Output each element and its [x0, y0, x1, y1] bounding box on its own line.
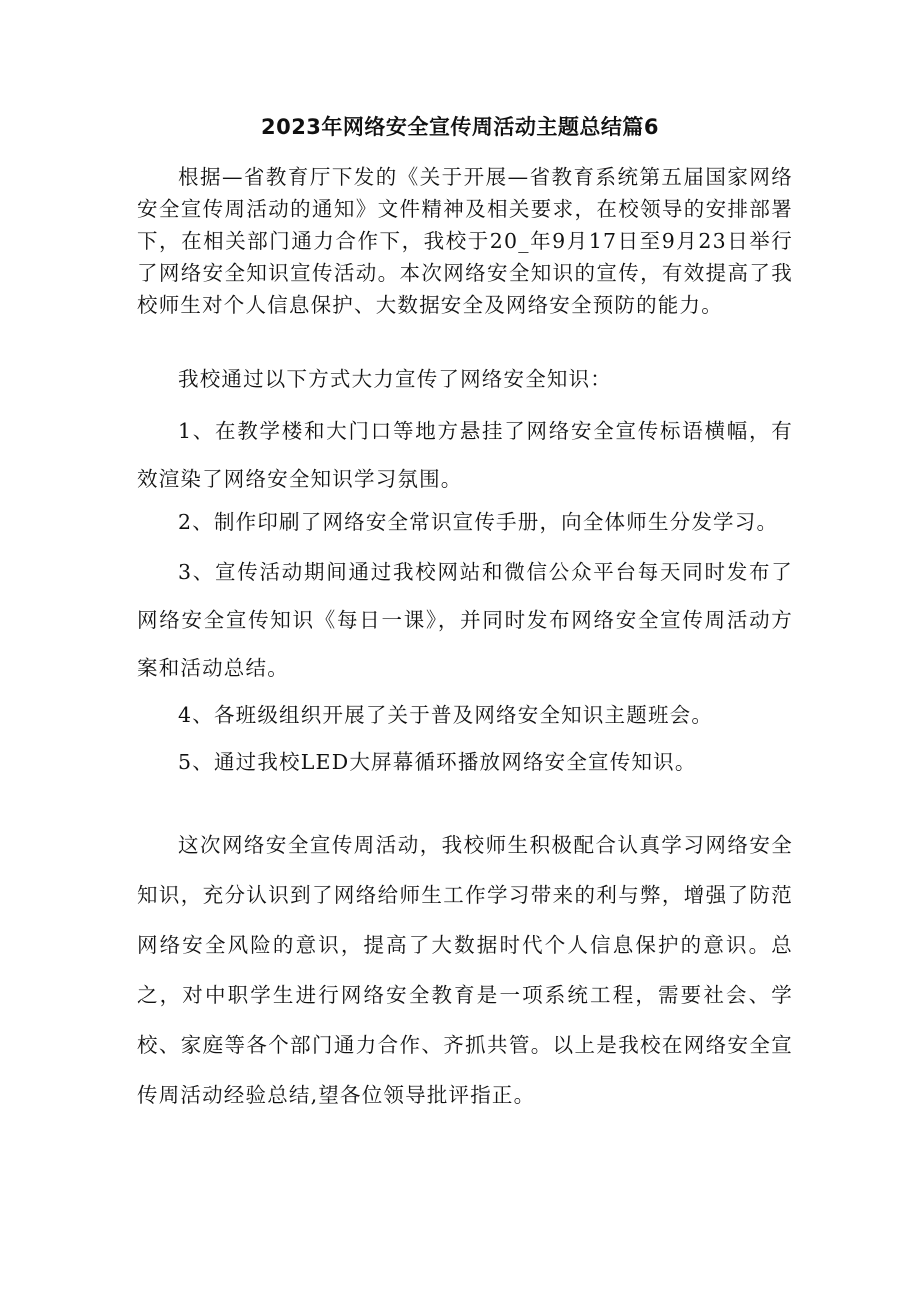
paragraph-item-4: 4、各班级组织开展了关于普及网络安全知识主题班会。 [178, 703, 714, 727]
paragraph-item-5: 5、通过我校LED大屏幕循环播放网络安全宣传知识。 [178, 750, 697, 774]
paragraph-item-1: 1、在教学楼和大门口等地方悬挂了网络安全宣传标语横幅，有效渲染了网络安全知识学习氛围。 [137, 419, 793, 491]
paragraph-intro: 根据—省教育厅下发的《关于开展—省教育系统第五届国家网络安全宣传周活动的通知》文件精神及相关要求，在校领导的安排部署下，在相关部门通力合作下，我校于20_年9月17日至9月23日举行了网络安全知识宣传活动。本次网络安全知识的宣传，有效提高了我校师生对个人信息保护、大数据安全及网络安全预防的能力。 [137, 165, 793, 317]
paragraph-methods-lead: 我校通过以下方式大力宣传了网络安全知识： [178, 367, 612, 391]
paragraph-conclusion: 这次网络安全宣传周活动，我校师生积极配合认真学习网络安全知识，充分认识到了网络给师生工作学习带来的利与弊，增强了防范网络安全风险的意识，提高了大数据时代个人信息保护的意识。总之，对中职学生进行网络安全教育是一项系统工程，需要社会、学校、家庭等各个部门通力合作、齐抓共管。以上是我校在网络安全宣传周活动经验总结,望各位领导批评指正。 [137, 833, 793, 1107]
paragraph-item-3: 3、宣传活动期间通过我校网站和微信公众平台每天同时发布了网络安全宣传知识《每日一课》，并同时发布网络安全宣传周活动方案和活动总结。 [137, 560, 793, 680]
paragraph-item-2: 2、制作印刷了网络安全常识宣传手册，向全体师生分发学习。 [178, 510, 779, 534]
document-title: 2023年网络安全宣传周活动主题总结篇6 [260, 115, 660, 139]
